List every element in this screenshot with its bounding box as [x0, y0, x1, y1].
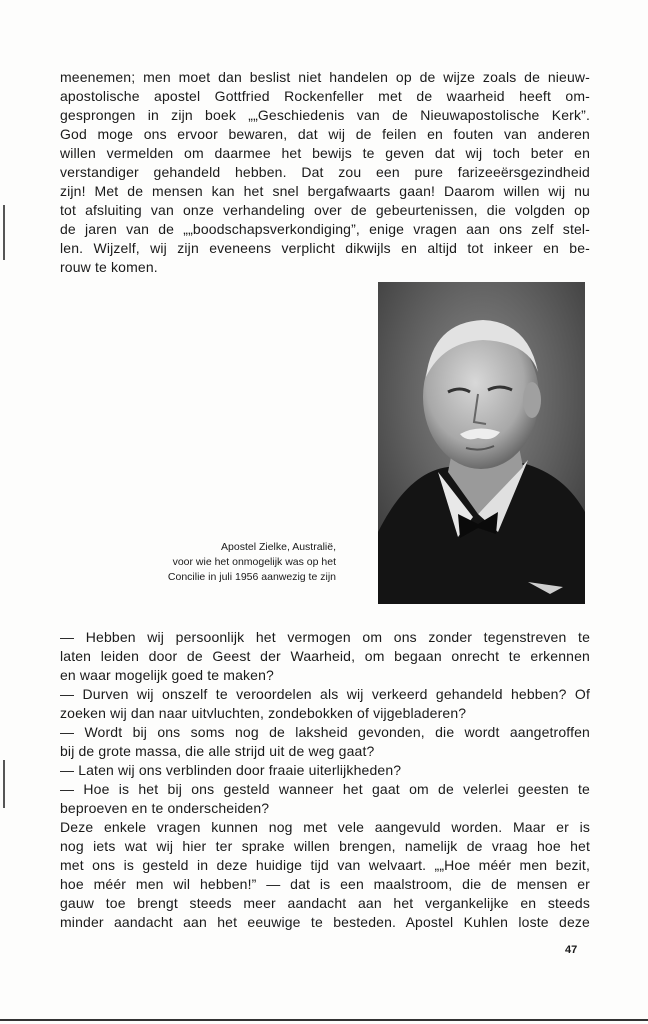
portrait-photo — [378, 282, 585, 604]
text-line: bij de grote massa, die alle strijd uit de weg gaat? — [60, 743, 375, 759]
text-line: len. Wijzelf, wij zijn eveneens verplicht dikwijls en altijd tot inkeer en be- — [60, 240, 590, 256]
text-line: verstandiger gehandeld hebben. Dat zou een pure farizeeërsgezindheid — [60, 164, 590, 180]
scan-edge-mark — [3, 760, 5, 808]
text-line: meenemen; men moet dan beslist niet handelen op de wijze zoals de nieuw- — [60, 69, 590, 85]
text-line: minder aandacht aan het eeuwige te besteden. Apostel Kuhlen loste deze — [60, 914, 590, 930]
text-line: gesprongen in zijn boek „„Geschiedenis van de Nieuwapostolische Kerk”. — [60, 107, 590, 123]
text-line: — Hoe is het bij ons gesteld wanneer het gaat om de velerlei geesten te — [60, 781, 590, 797]
top-paragraph — [60, 68, 590, 277]
text-line: — Laten wij ons verblinden door fraaie uiterlijkheden? — [60, 762, 402, 778]
text-line: zijn! Met de mensen kan het snel bergafwaarts gaan! Daarom willen wij nu — [60, 183, 590, 199]
text-line: gauw toe brengt steeds meer aandacht aan het vergankelijke en steeds — [60, 895, 590, 911]
text-line: met ons is gesteld in deze huidige tijd van welvaart. „„Hoe méér men bezit, — [60, 857, 590, 873]
caption-line: Concilie in juli 1956 aanwezig te zijn — [167, 571, 336, 583]
text-line: apostolische apostel Gottfried Rockenfeller met de waarheid heeft om- — [60, 88, 590, 104]
scan-edge-mark — [3, 205, 5, 260]
text-line: — Wordt bij ons soms nog de laksheid gevonden, die wordt aangetroffen — [60, 724, 590, 740]
portrait-illustration — [378, 282, 585, 604]
text-line: tot afsluiting van onze verhandeling over de gebeurtenissen, die volgden op — [60, 202, 590, 218]
photo-caption — [118, 540, 336, 585]
bottom-paragraph — [60, 628, 590, 932]
text-line: Deze enkele vragen kunnen nog met vele aangevuld worden. Maar er is — [60, 819, 590, 835]
text-line: hoe méér men wil hebben!” — dat is een maalstroom, die de mensen er — [60, 876, 590, 892]
text-line: laten leiden door de Geest der Waarheid, om begaan onrecht te erkennen — [60, 648, 590, 664]
text-line: nog iets wat wij hier ter sprake willen brengen, namelijk de vraag hoe het — [60, 838, 590, 854]
text-line: — Hebben wij persoonlijk het vermogen om ons zonder tegenstreven te — [60, 629, 590, 645]
text-line: zoeken wij dan naar uitvluchten, zondebokken of vijgebladeren? — [60, 705, 467, 721]
text-line: God moge ons ervoor bewaren, dat wij de feilen en fouten van anderen — [60, 126, 590, 142]
caption-line: Apostel Zielke, Australië, — [221, 541, 336, 553]
text-line: willen vermelden om daarmee het bewijs te geven dat wij toch beter en — [60, 145, 590, 161]
scan-bottom-edge — [0, 1019, 648, 1021]
text-line: de jaren van de „„boodschapsverkondiging”, enige vragen aan ons zelf stel- — [60, 221, 590, 237]
text-line: rouw te komen. — [60, 259, 158, 275]
page-number: 47 — [565, 944, 578, 956]
caption-line: voor wie het onmogelijk was op het — [172, 556, 336, 568]
text-line: — Durven wij onszelf te veroordelen als wij verkeerd gehandeld hebben? Of — [60, 686, 590, 702]
text-line: en waar mogelijk goed te maken? — [60, 667, 274, 683]
text-line: beproeven en te onderscheiden? — [60, 800, 270, 816]
